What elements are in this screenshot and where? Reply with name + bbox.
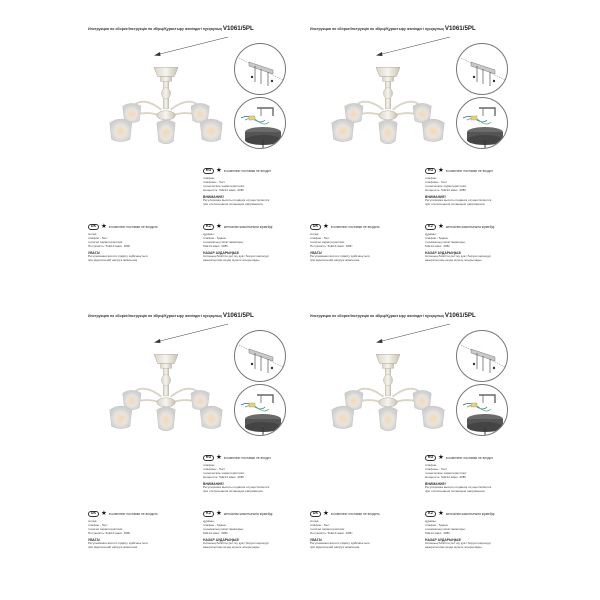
warning-line: ажыратылған кезде жүзеге асырылады. bbox=[203, 545, 261, 550]
ru-section bbox=[425, 167, 530, 207]
spec-line: мощность: 5xE14 макс. 40Вт bbox=[425, 187, 467, 192]
spec-line: плафон - 5дана. bbox=[425, 235, 449, 240]
warning-line: при отключенном питающем напряжении. bbox=[425, 202, 486, 207]
warning-line: ажыратылған кезде жүзеге асырылады. bbox=[425, 258, 483, 263]
instruction-panel bbox=[310, 312, 528, 582]
spec-line: 5xE14 макс. 40Вт bbox=[203, 243, 228, 248]
warning-line: Регулювання висоти підвісу здійснюється bbox=[88, 254, 148, 259]
warning-line: при відключеній напрузі живлення. bbox=[88, 258, 139, 263]
spec-line: технические характеристики: bbox=[425, 470, 467, 475]
instruction-panel bbox=[88, 25, 306, 295]
chandelier-image bbox=[106, 60, 226, 155]
wiring-canopy-detail-image bbox=[234, 97, 286, 149]
model-number: V1061/5PL bbox=[222, 312, 254, 319]
warning-line: Регулировка высоты подвеса осуществляется bbox=[203, 485, 270, 490]
warning-line: Регулировка высоты подвеса осуществляется bbox=[203, 198, 270, 203]
spec-line: технічні характеристики: bbox=[88, 526, 124, 531]
mounting-bar-detail-image bbox=[456, 330, 508, 382]
kz-note: жеткізілім жиынтығына кірмейді bbox=[445, 512, 495, 516]
warning-line: при відключеній напрузі живлення. bbox=[310, 545, 361, 550]
warning-line: Регулювання висоти підвісу здійснюється bbox=[88, 541, 148, 546]
spec-line: техникалық сипаттамалары: bbox=[425, 239, 466, 244]
title-text: Инструкция по сборке/Інструкція по збірці/Құрастыру жөніндегі нұсқаулық bbox=[310, 27, 444, 31]
spec-line: склад: bbox=[88, 232, 98, 236]
star-icon: ★ bbox=[216, 509, 222, 517]
warning-title: ВНИМАНИЕ! bbox=[425, 482, 446, 487]
kz-language-badge: KZ bbox=[425, 224, 436, 230]
mounting-bar-detail-image bbox=[234, 43, 286, 95]
spec-line: плафон: bbox=[203, 463, 216, 467]
star-icon: ★ bbox=[101, 222, 107, 230]
uk-note: в комплект поставки не входить bbox=[108, 512, 158, 516]
mounting-bar-detail-image bbox=[234, 330, 286, 382]
warning-line: при отключенном питающем напряжении. bbox=[203, 489, 264, 494]
wiring-canopy-detail-image bbox=[456, 97, 508, 149]
warning-line: Аспаның биіктігін реттеу қуат беруші кернеуді bbox=[425, 254, 491, 259]
uk-section bbox=[310, 223, 410, 263]
star-icon: ★ bbox=[438, 509, 444, 517]
spec-line: 5xE14 макс. 40Вт bbox=[425, 530, 450, 535]
star-icon: ★ bbox=[216, 453, 222, 461]
ru-note: в комплект поставки не входит bbox=[445, 169, 494, 173]
spec-line: плафон - 5шт. bbox=[88, 522, 109, 527]
warning-line: при отключенном питающем напряжении. bbox=[203, 202, 264, 207]
ru-note: в комплект поставки не входит bbox=[223, 456, 272, 460]
uk-language-badge: UK bbox=[310, 511, 321, 517]
spec-line: плафон - 5шт. bbox=[310, 235, 331, 240]
uk-note: в комплект поставки не входить bbox=[108, 225, 158, 229]
spec-line: плафон - 5дана. bbox=[203, 235, 227, 240]
uk-section bbox=[88, 223, 188, 263]
spec-line: құрамы: bbox=[203, 519, 215, 523]
warning-title: УВАГА! bbox=[88, 538, 101, 543]
spec-line: технічні характеристики: bbox=[310, 239, 346, 244]
ru-language-badge: RU bbox=[203, 168, 214, 174]
title-text: Инструкция по сборке/Інструкція по збірці/Құрастыру жөніндегі нұсқаулық bbox=[88, 314, 222, 318]
spec-line: техникалық сипаттамалары: bbox=[203, 526, 244, 531]
kz-section bbox=[203, 510, 308, 550]
warning-title: ВНИМАНИЕ! bbox=[425, 195, 446, 200]
warning-line: Регулювання висоти підвісу здійснюється bbox=[310, 541, 370, 546]
kz-section bbox=[425, 223, 530, 263]
ru-note: в комплект поставки не входит bbox=[445, 456, 494, 460]
ru-note: в комплект поставки не входит bbox=[223, 169, 272, 173]
spec-line: Потужність: 5xE14 макс. 40Вт bbox=[310, 243, 353, 248]
spec-line: технічні характеристики: bbox=[310, 526, 346, 531]
spec-line: технические характеристики: bbox=[203, 470, 245, 475]
spec-line: технические характеристики: bbox=[203, 183, 245, 188]
star-icon: ★ bbox=[438, 166, 444, 174]
spec-line: плафон: bbox=[425, 463, 438, 467]
kz-language-badge: KZ bbox=[203, 511, 214, 517]
spec-line: плафон - 5дана. bbox=[203, 522, 227, 527]
warning-title: НАЗАР АУДАРЫҢЫЗ! bbox=[425, 538, 462, 543]
spec-line: плафон - 5шт. bbox=[310, 522, 331, 527]
spec-line: склад: bbox=[310, 519, 320, 523]
uk-language-badge: UK bbox=[88, 511, 99, 517]
wiring-canopy-detail-image bbox=[234, 384, 286, 436]
spec-line: мощность: 5xE14 макс. 40Вт bbox=[203, 187, 245, 192]
spec-line: плафоны - 5шт. bbox=[425, 179, 448, 184]
warning-line: Аспаның биіктігін реттеу қуат беруші кернеуді bbox=[203, 254, 269, 259]
star-icon: ★ bbox=[216, 222, 222, 230]
star-icon: ★ bbox=[101, 509, 107, 517]
spec-line: плафон - 5дана. bbox=[425, 522, 449, 527]
warning-title: УВАГА! bbox=[310, 251, 323, 256]
warning-title: ВНИМАНИЕ! bbox=[203, 482, 224, 487]
spec-line: плафон - 5шт. bbox=[88, 235, 109, 240]
spec-line: плафон: bbox=[203, 176, 216, 180]
spec-line: Потужність: 5xE14 макс. 40Вт bbox=[310, 530, 353, 535]
star-icon: ★ bbox=[323, 222, 329, 230]
warning-line: при відключеній напрузі живлення. bbox=[310, 258, 361, 263]
uk-language-badge: UK bbox=[310, 224, 321, 230]
ru-language-badge: RU bbox=[425, 168, 436, 174]
kz-note: жеткізілім жиынтығына кірмейді bbox=[223, 512, 273, 516]
warning-line: Регулировка высоты подвеса осуществляется bbox=[425, 198, 492, 203]
spec-line: Потужність: 5xE14 макс. 40Вт bbox=[88, 530, 131, 535]
spec-line: технические характеристики: bbox=[425, 183, 467, 188]
warning-line: Аспаның биіктігін реттеу қуат беруші кернеуді bbox=[203, 541, 269, 546]
spec-line: мощность: 5xE14 макс. 40Вт bbox=[425, 474, 467, 479]
ru-language-badge: RU bbox=[203, 455, 214, 461]
spec-line: технічні характеристики: bbox=[88, 239, 124, 244]
ru-language-badge: RU bbox=[425, 455, 436, 461]
spec-line: мощность: 5xE14 макс. 40Вт bbox=[203, 474, 245, 479]
instruction-panel bbox=[88, 312, 306, 582]
warning-line: ажыратылған кезде жүзеге асырылады. bbox=[425, 545, 483, 550]
uk-section bbox=[88, 510, 188, 550]
chandelier-image bbox=[328, 347, 448, 442]
instruction-panel bbox=[310, 25, 528, 295]
warning-title: ВНИМАНИЕ! bbox=[203, 195, 224, 200]
chandelier-image bbox=[328, 60, 448, 155]
chandelier-image bbox=[106, 347, 226, 442]
warning-line: при відключеній напрузі живлення. bbox=[88, 545, 139, 550]
kz-language-badge: KZ bbox=[425, 511, 436, 517]
warning-line: ажыратылған кезде жүзеге асырылады. bbox=[203, 258, 261, 263]
warning-title: НАЗАР АУДАРЫҢЫЗ! bbox=[203, 251, 240, 256]
kz-section bbox=[425, 510, 530, 550]
spec-line: 5xE14 макс. 40Вт bbox=[203, 530, 228, 535]
star-icon: ★ bbox=[323, 509, 329, 517]
spec-line: құрамы: bbox=[203, 232, 215, 236]
spec-line: склад: bbox=[88, 519, 98, 523]
wiring-canopy-detail-image bbox=[456, 384, 508, 436]
star-icon: ★ bbox=[438, 222, 444, 230]
warning-line: Регулювання висоти підвісу здійснюється bbox=[310, 254, 370, 259]
spec-line: құрамы: bbox=[425, 519, 437, 523]
spec-line: плафоны - 5шт. bbox=[425, 466, 448, 471]
spec-line: 5xE14 макс. 40Вт bbox=[425, 243, 450, 248]
ru-section bbox=[203, 454, 308, 494]
warning-title: УВАГА! bbox=[88, 251, 101, 256]
star-icon: ★ bbox=[438, 453, 444, 461]
kz-section bbox=[203, 223, 308, 263]
spec-line: плафоны - 5шт. bbox=[203, 466, 226, 471]
kz-language-badge: KZ bbox=[203, 224, 214, 230]
spec-line: склад: bbox=[310, 232, 320, 236]
spec-line: құрамы: bbox=[425, 232, 437, 236]
uk-note: в комплект поставки не входить bbox=[330, 225, 380, 229]
ru-section bbox=[203, 167, 308, 207]
spec-line: техникалық сипаттамалары: bbox=[203, 239, 244, 244]
kz-note: жеткізілім жиынтығына кірмейді bbox=[445, 225, 495, 229]
warning-title: НАЗАР АУДАРЫҢЫЗ! bbox=[425, 251, 462, 256]
spec-line: плафон: bbox=[425, 176, 438, 180]
warning-line: Аспаның биіктігін реттеу қуат беруші кернеуді bbox=[425, 541, 491, 546]
spec-line: плафоны - 5шт. bbox=[203, 179, 226, 184]
model-number: V1061/5PL bbox=[222, 25, 254, 32]
uk-section bbox=[310, 510, 410, 550]
spec-line: техникалық сипаттамалары: bbox=[425, 526, 466, 531]
title-text: Инструкция по сборке/Інструкція по збірці/Құрастыру жөніндегі нұсқаулық bbox=[88, 27, 222, 31]
ru-section bbox=[425, 454, 530, 494]
uk-language-badge: UK bbox=[88, 224, 99, 230]
title-text: Инструкция по сборке/Інструкція по збірці/Құрастыру жөніндегі нұсқаулық bbox=[310, 314, 444, 318]
model-number: V1061/5PL bbox=[444, 25, 476, 32]
warning-line: Регулировка высоты подвеса осуществляется bbox=[425, 485, 492, 490]
warning-title: УВАГА! bbox=[310, 538, 323, 543]
warning-title: НАЗАР АУДАРЫҢЫЗ! bbox=[203, 538, 240, 543]
model-number: V1061/5PL bbox=[444, 312, 476, 319]
kz-note: жеткізілім жиынтығына кірмейді bbox=[223, 225, 273, 229]
spec-line: Потужність: 5xE14 макс. 40Вт bbox=[88, 243, 131, 248]
mounting-bar-detail-image bbox=[456, 43, 508, 95]
warning-line: при отключенном питающем напряжении. bbox=[425, 489, 486, 494]
uk-note: в комплект поставки не входить bbox=[330, 512, 380, 516]
star-icon: ★ bbox=[216, 166, 222, 174]
